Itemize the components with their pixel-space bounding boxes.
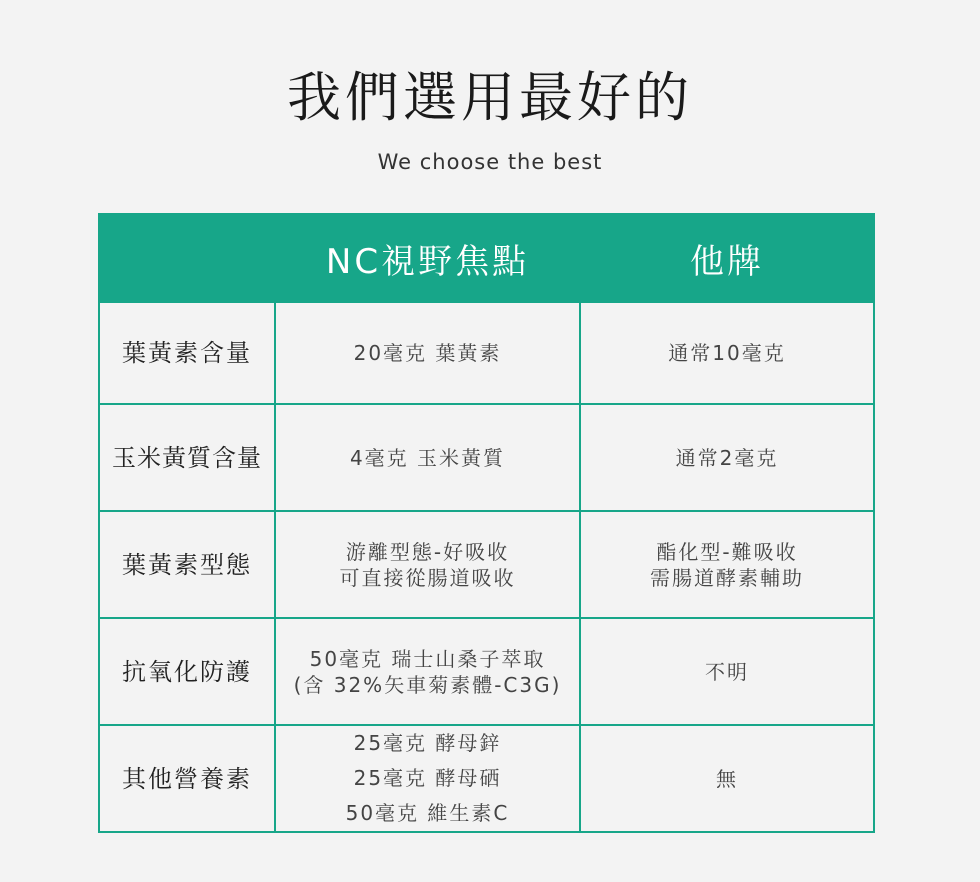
cell-line: 可直接從腸道吸收 xyxy=(339,565,516,590)
other-value-antioxidant xyxy=(580,618,874,725)
row-label-other-nutrients: 其他營養素 xyxy=(99,725,275,832)
cell-line: 不明 xyxy=(705,659,749,684)
cell-line: 游離型態-好吸收 xyxy=(345,539,510,564)
row-label-zeaxanthin-amount: 玉米黃質含量 xyxy=(99,404,275,511)
header-other-brand: 他牌 xyxy=(580,214,874,302)
page-subtitle: We choose the best xyxy=(377,150,603,174)
other-value-other-nutrients xyxy=(580,725,874,832)
other-value-zeaxanthin-amount xyxy=(580,404,874,511)
other-value-lutein-form xyxy=(580,511,874,618)
other-value-lutein-amount xyxy=(580,302,874,404)
cell-line: 50毫克 維生素C xyxy=(345,801,510,825)
table-row xyxy=(99,302,874,404)
cell-line: 通常10毫克 xyxy=(668,341,786,365)
cell-line: (含 32%矢車菊素體-C3G) xyxy=(293,672,562,697)
row-label-lutein-amount: 葉黃素含量 xyxy=(99,302,275,404)
table-row xyxy=(99,725,874,832)
nc-value-other-nutrients xyxy=(275,725,580,832)
cell-line: 25毫克 酵母鋅 xyxy=(353,731,502,755)
cell-line: 50毫克 瑞士山桑子萃取 xyxy=(309,646,546,671)
table-row xyxy=(99,618,874,725)
cell-line: 20毫克 葉黃素 xyxy=(353,341,502,365)
nc-value-antioxidant xyxy=(275,618,580,725)
row-label-antioxidant: 抗氧化防護 xyxy=(99,618,275,725)
nc-value-zeaxanthin-amount xyxy=(275,404,580,511)
cell-line: 25毫克 酵母硒 xyxy=(353,766,502,790)
header-corner xyxy=(99,214,275,302)
cell-line: 需腸道酵素輔助 xyxy=(650,565,804,590)
cell-line: 無 xyxy=(716,766,738,791)
cell-line: 酯化型-難吸收 xyxy=(656,539,798,564)
cell-line: 通常2毫克 xyxy=(675,445,779,470)
table-row xyxy=(99,404,874,511)
header-row xyxy=(99,214,874,302)
nc-value-lutein-form xyxy=(275,511,580,618)
nc-value-lutein-amount xyxy=(275,302,580,404)
table-header xyxy=(99,214,874,302)
page-title: 我們選用最好的 xyxy=(287,66,693,129)
table-row xyxy=(99,511,874,618)
cell-line: 4毫克 玉米黃質 xyxy=(349,445,506,470)
row-label-lutein-form: 葉黃素型態 xyxy=(99,511,275,618)
header-nc-brand: NC視野焦點 xyxy=(275,214,580,302)
comparison-table xyxy=(98,213,875,833)
